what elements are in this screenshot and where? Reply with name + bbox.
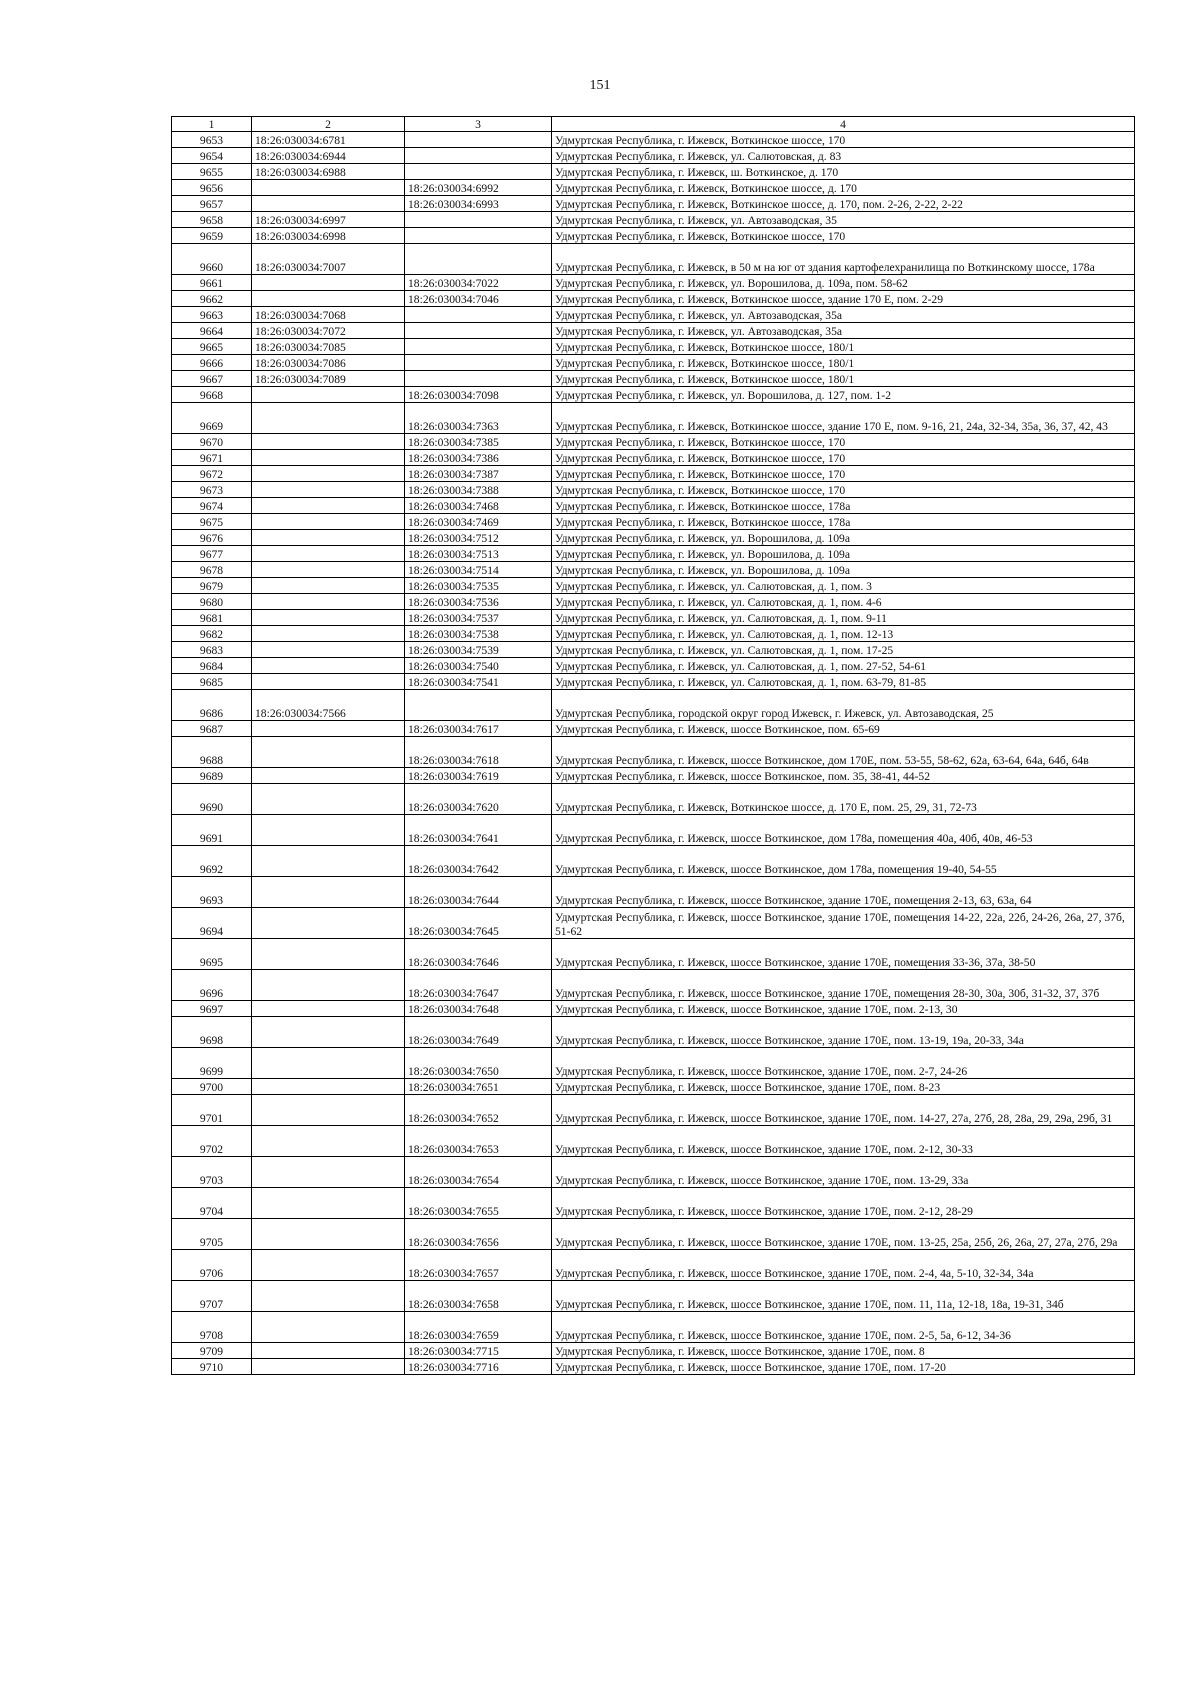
- address: Удмуртская Республика, г. Ижевск, шоссе Воткинское, дом 170Е, пом. 53-55, 58-62, 62а, 63-64, 64а, 64б, 64в: [552, 737, 1135, 768]
- row-number: 9666: [172, 355, 252, 371]
- cadastral-number-col3: 18:26:030034:7541: [405, 674, 552, 690]
- cadastral-number-col2: [252, 578, 405, 594]
- table-row: [172, 355, 1135, 371]
- row-number: 9698: [172, 1017, 252, 1048]
- cadastral-number-col3: [405, 339, 552, 355]
- table-row: [172, 690, 1135, 721]
- cadastral-number-col2: [252, 1095, 405, 1126]
- row-number: 9665: [172, 339, 252, 355]
- table-row: [172, 466, 1135, 482]
- row-number: 9657: [172, 196, 252, 212]
- table-row: [172, 148, 1135, 164]
- address: Удмуртская Республика, г. Ижевск, ул. Ворошилова, д. 109а: [552, 530, 1135, 546]
- cadastral-number-col3: 18:26:030034:7512: [405, 530, 552, 546]
- cadastral-number-col3: 18:26:030034:7046: [405, 291, 552, 307]
- cadastral-number-col3: 18:26:030034:7659: [405, 1312, 552, 1343]
- table-row: [172, 1250, 1135, 1281]
- cadastral-number-col2: [252, 1359, 405, 1375]
- cadastral-number-col2: [252, 877, 405, 908]
- cadastral-number-col2: [252, 1048, 405, 1079]
- cadastral-number-col3: 18:26:030034:7652: [405, 1095, 552, 1126]
- cadastral-number-col2: [252, 737, 405, 768]
- address: Удмуртская Республика, г. Ижевск, ул. Автозаводская, 35а: [552, 323, 1135, 339]
- row-number: 9680: [172, 594, 252, 610]
- row-number: 9689: [172, 768, 252, 784]
- cadastral-number-col2: [252, 784, 405, 815]
- address: Удмуртская Республика, г. Ижевск, ул. Автозаводская, 35а: [552, 307, 1135, 323]
- table-row: [172, 403, 1135, 434]
- address: Удмуртская Республика, г. Ижевск, шоссе Воткинское, пом. 35, 38-41, 44-52: [552, 768, 1135, 784]
- row-number: 9700: [172, 1079, 252, 1095]
- table-row: [172, 228, 1135, 244]
- address: Удмуртская Республика, г. Ижевск, ул. Ворошилова, д. 109а, пом. 58-62: [552, 275, 1135, 291]
- cadastral-number-col3: [405, 148, 552, 164]
- header-col-1: 1: [172, 117, 252, 132]
- cadastral-number-col3: [405, 212, 552, 228]
- cadastral-number-col3: [405, 690, 552, 721]
- row-number: 9707: [172, 1281, 252, 1312]
- cadastral-number-col3: [405, 132, 552, 148]
- cadastral-number-col2: 18:26:030034:7085: [252, 339, 405, 355]
- address: Удмуртская Республика, г. Ижевск, шоссе Воткинское, здание 170Е, пом. 2-7, 24-26: [552, 1048, 1135, 1079]
- cadastral-number-col2: [252, 1281, 405, 1312]
- cadastral-number-col2: [252, 1219, 405, 1250]
- address: Удмуртская Республика, г. Ижевск, шоссе Воткинское, здание 170Е, пом. 17-20: [552, 1359, 1135, 1375]
- row-number: 9704: [172, 1188, 252, 1219]
- cadastral-number-col2: [252, 291, 405, 307]
- address: Удмуртская Республика, г. Ижевск, ул. Салютовская, д. 1, пом. 4-6: [552, 594, 1135, 610]
- table-row: [172, 939, 1135, 970]
- table-row: [172, 387, 1135, 403]
- cadastral-number-col2: [252, 1157, 405, 1188]
- table-row: [172, 323, 1135, 339]
- cadastral-number-col3: 18:26:030034:7535: [405, 578, 552, 594]
- table-row: [172, 546, 1135, 562]
- row-number: 9685: [172, 674, 252, 690]
- table-row: [172, 275, 1135, 291]
- row-number: 9699: [172, 1048, 252, 1079]
- address: Удмуртская Республика, г. Ижевск, шоссе Воткинское, здание 170Е, пом. 13-29, 33а: [552, 1157, 1135, 1188]
- cadastral-number-col2: [252, 1250, 405, 1281]
- address: Удмуртская Республика, г. Ижевск, ул. Салютовская, д. 83: [552, 148, 1135, 164]
- registry-table: [171, 116, 1135, 1375]
- table-row: [172, 970, 1135, 1001]
- cadastral-number-col3: 18:26:030034:7657: [405, 1250, 552, 1281]
- cadastral-number-col2: [252, 768, 405, 784]
- cadastral-number-col3: 18:26:030034:7648: [405, 1001, 552, 1017]
- cadastral-number-col3: 18:26:030034:7363: [405, 403, 552, 434]
- cadastral-number-col3: 18:26:030034:7468: [405, 498, 552, 514]
- table-row: [172, 1343, 1135, 1359]
- row-number: 9686: [172, 690, 252, 721]
- table-row: [172, 877, 1135, 908]
- cadastral-number-col3: 18:26:030034:7715: [405, 1343, 552, 1359]
- address: Удмуртская Республика, г. Ижевск, Воткинское шоссе, д. 170 Е, пом. 25, 29, 31, 72-73: [552, 784, 1135, 815]
- cadastral-number-col3: 18:26:030034:7386: [405, 450, 552, 466]
- table-header-row: [172, 117, 1135, 132]
- address: Удмуртская Республика, г. Ижевск, шоссе Воткинское, дом 178а, помещения 19-40, 54-55: [552, 846, 1135, 877]
- row-number: 9694: [172, 908, 252, 939]
- table-row: [172, 658, 1135, 674]
- cadastral-number-col3: 18:26:030034:7654: [405, 1157, 552, 1188]
- cadastral-number-col3: 18:26:030034:7513: [405, 546, 552, 562]
- cadastral-number-col2: [252, 482, 405, 498]
- cadastral-number-col3: 18:26:030034:7647: [405, 970, 552, 1001]
- row-number: 9705: [172, 1219, 252, 1250]
- table-row: [172, 180, 1135, 196]
- table-row: [172, 768, 1135, 784]
- table-row: [172, 1157, 1135, 1188]
- address: Удмуртская Республика, г. Ижевск, шоссе Воткинское, здание 170Е, пом. 8-23: [552, 1079, 1135, 1095]
- address: Удмуртская Республика, г. Ижевск, шоссе Воткинское, здание 170Е, помещения 2-13, 63, 63а, 64: [552, 877, 1135, 908]
- cadastral-number-col2: [252, 908, 405, 939]
- cadastral-number-col2: 18:26:030034:7566: [252, 690, 405, 721]
- row-number: 9697: [172, 1001, 252, 1017]
- table-row: [172, 530, 1135, 546]
- cadastral-number-col3: 18:26:030034:7649: [405, 1017, 552, 1048]
- address: Удмуртская Республика, г. Ижевск, Воткинское шоссе, 170: [552, 132, 1135, 148]
- cadastral-number-col3: 18:26:030034:6992: [405, 180, 552, 196]
- table-row: [172, 450, 1135, 466]
- row-number: 9703: [172, 1157, 252, 1188]
- table-row: [172, 132, 1135, 148]
- cadastral-number-col3: 18:26:030034:7514: [405, 562, 552, 578]
- table-row: [172, 339, 1135, 355]
- cadastral-number-col2: [252, 546, 405, 562]
- cadastral-number-col2: [252, 1001, 405, 1017]
- row-number: 9661: [172, 275, 252, 291]
- row-number: 9687: [172, 721, 252, 737]
- cadastral-number-col3: 18:26:030034:7539: [405, 642, 552, 658]
- cadastral-number-col2: [252, 674, 405, 690]
- row-number: 9662: [172, 291, 252, 307]
- cadastral-number-col3: 18:26:030034:7655: [405, 1188, 552, 1219]
- cadastral-number-col2: [252, 1017, 405, 1048]
- cadastral-number-col2: [252, 1188, 405, 1219]
- row-number: 9663: [172, 307, 252, 323]
- cadastral-number-col2: [252, 562, 405, 578]
- row-number: 9706: [172, 1250, 252, 1281]
- row-number: 9684: [172, 658, 252, 674]
- row-number: 9671: [172, 450, 252, 466]
- cadastral-number-col2: 18:26:030034:6998: [252, 228, 405, 244]
- page-number: 151: [589, 78, 611, 93]
- table-row: [172, 578, 1135, 594]
- cadastral-number-col2: [252, 610, 405, 626]
- address: Удмуртская Республика, г. Ижевск, шоссе Воткинское, здание 170Е, помещения 33-36, 37а, 38-50: [552, 939, 1135, 970]
- address: Удмуртская Республика, г. Ижевск, шоссе Воткинское, здание 170Е, пом. 8: [552, 1343, 1135, 1359]
- address: Удмуртская Республика, г. Ижевск, шоссе Воткинское, здание 170Е, пом. 2-12, 28-29: [552, 1188, 1135, 1219]
- cadastral-number-col3: 18:26:030034:7641: [405, 815, 552, 846]
- cadastral-number-col2: [252, 970, 405, 1001]
- address: Удмуртская Республика, г. Ижевск, Воткинское шоссе, 170: [552, 434, 1135, 450]
- cadastral-number-col3: 18:26:030034:7651: [405, 1079, 552, 1095]
- cadastral-number-col3: [405, 323, 552, 339]
- cadastral-number-col3: 18:26:030034:7650: [405, 1048, 552, 1079]
- cadastral-number-col3: 18:26:030034:7537: [405, 610, 552, 626]
- address: Удмуртская Республика, г. Ижевск, шоссе Воткинское, здание 170Е, пом. 13-19, 19а, 20-33, 34а: [552, 1017, 1135, 1048]
- cadastral-number-col2: [252, 434, 405, 450]
- row-number: 9673: [172, 482, 252, 498]
- table-row: [172, 562, 1135, 578]
- table-row: [172, 1281, 1135, 1312]
- table-row: [172, 244, 1135, 275]
- cadastral-number-col2: 18:26:030034:6781: [252, 132, 405, 148]
- cadastral-number-col3: 18:26:030034:7619: [405, 768, 552, 784]
- address: Удмуртская Республика, г. Ижевск, Воткинское шоссе, 180/1: [552, 355, 1135, 371]
- cadastral-number-col3: 18:26:030034:7656: [405, 1219, 552, 1250]
- table-row: [172, 737, 1135, 768]
- row-number: 9668: [172, 387, 252, 403]
- table-row: [172, 212, 1135, 228]
- cadastral-number-col3: [405, 371, 552, 387]
- row-number: 9675: [172, 514, 252, 530]
- table-row: [172, 371, 1135, 387]
- cadastral-number-col2: 18:26:030034:7072: [252, 323, 405, 339]
- cadastral-number-col2: [252, 1079, 405, 1095]
- cadastral-number-col2: 18:26:030034:6988: [252, 164, 405, 180]
- cadastral-number-col2: [252, 939, 405, 970]
- address: Удмуртская Республика, г. Ижевск, ул. Ворошилова, д. 109а: [552, 546, 1135, 562]
- address: Удмуртская Республика, г. Ижевск, ш. Воткинское, д. 170: [552, 164, 1135, 180]
- row-number: 9693: [172, 877, 252, 908]
- row-number: 9692: [172, 846, 252, 877]
- table-row: [172, 1079, 1135, 1095]
- cadastral-number-col3: 18:26:030034:7645: [405, 908, 552, 939]
- row-number: 9655: [172, 164, 252, 180]
- row-number: 9695: [172, 939, 252, 970]
- table-row: [172, 482, 1135, 498]
- cadastral-number-col2: 18:26:030034:7068: [252, 307, 405, 323]
- header-col-3: 3: [405, 117, 552, 132]
- table-row: [172, 1219, 1135, 1250]
- address: Удмуртская Республика, г. Ижевск, шоссе Воткинское, здание 170Е, помещения 28-30, 30а, 30б, 31-32, 37, 37б: [552, 970, 1135, 1001]
- table-row: [172, 164, 1135, 180]
- address: Удмуртская Республика, г. Ижевск, в 50 м на юг от здания картофелехранилища по Воткинскому шоссе, 178а: [552, 244, 1135, 275]
- row-number: 9664: [172, 323, 252, 339]
- cadastral-number-col2: 18:26:030034:7007: [252, 244, 405, 275]
- address: Удмуртская Республика, г. Ижевск, ул. Автозаводская, 35: [552, 212, 1135, 228]
- address: Удмуртская Республика, г. Ижевск, Воткинское шоссе, 170: [552, 466, 1135, 482]
- table-row: [172, 514, 1135, 530]
- table-row: [172, 307, 1135, 323]
- address: Удмуртская Республика, г. Ижевск, ул. Салютовская, д. 1, пом. 9-11: [552, 610, 1135, 626]
- cadastral-number-col2: [252, 815, 405, 846]
- cadastral-number-col3: 18:26:030034:7618: [405, 737, 552, 768]
- cadastral-number-col2: 18:26:030034:6997: [252, 212, 405, 228]
- table-row: [172, 908, 1135, 939]
- address: Удмуртская Республика, г. Ижевск, ул. Салютовская, д. 1, пом. 63-79, 81-85: [552, 674, 1135, 690]
- cadastral-number-col2: [252, 721, 405, 737]
- table-row: [172, 1001, 1135, 1017]
- address: Удмуртская Республика, г. Ижевск, шоссе Воткинское, здание 170Е, пом. 2-5, 5а, 6-12, 34-36: [552, 1312, 1135, 1343]
- header-col-2: 2: [252, 117, 405, 132]
- row-number: 9670: [172, 434, 252, 450]
- cadastral-number-col2: [252, 466, 405, 482]
- row-number: 9672: [172, 466, 252, 482]
- address: Удмуртская Республика, г. Ижевск, Воткинское шоссе, 180/1: [552, 339, 1135, 355]
- cadastral-number-col3: 18:26:030034:7617: [405, 721, 552, 737]
- cadastral-number-col3: 18:26:030034:7387: [405, 466, 552, 482]
- cadastral-number-col2: [252, 180, 405, 196]
- address: Удмуртская Республика, г. Ижевск, Воткинское шоссе, 178а: [552, 514, 1135, 530]
- address: Удмуртская Республика, г. Ижевск, Воткинское шоссе, д. 170: [552, 180, 1135, 196]
- address: Удмуртская Республика, г. Ижевск, Воткинское шоссе, здание 170 Е, пом. 2-29: [552, 291, 1135, 307]
- cadastral-number-col2: [252, 1126, 405, 1157]
- address: Удмуртская Республика, г. Ижевск, ул. Ворошилова, д. 109а: [552, 562, 1135, 578]
- address: Удмуртская Республика, г. Ижевск, шоссе Воткинское, здание 170Е, пом. 2-13, 30: [552, 1001, 1135, 1017]
- table-row: [172, 594, 1135, 610]
- cadastral-number-col2: [252, 196, 405, 212]
- cadastral-number-col2: [252, 642, 405, 658]
- row-number: 9677: [172, 546, 252, 562]
- cadastral-number-col3: 18:26:030034:7620: [405, 784, 552, 815]
- row-number: 9688: [172, 737, 252, 768]
- address: Удмуртская Республика, г. Ижевск, Воткинское шоссе, д. 170, пом. 2-26, 2-22, 2-22: [552, 196, 1135, 212]
- address: Удмуртская Республика, г. Ижевск, ул. Салютовская, д. 1, пом. 27-52, 54-61: [552, 658, 1135, 674]
- row-number: 9696: [172, 970, 252, 1001]
- address: Удмуртская Республика, г. Ижевск, Воткинское шоссе, 170: [552, 228, 1135, 244]
- cadastral-number-col2: [252, 498, 405, 514]
- address: Удмуртская Республика, г. Ижевск, шоссе Воткинское, здание 170Е, пом. 13-25, 25а, 25б, 26, 26а, 27, 27а, 27б, 29а: [552, 1219, 1135, 1250]
- cadastral-number-col3: 18:26:030034:7646: [405, 939, 552, 970]
- cadastral-number-col3: 18:26:030034:7538: [405, 626, 552, 642]
- cadastral-number-col3: 18:26:030034:7536: [405, 594, 552, 610]
- address: Удмуртская Республика, городской округ город Ижевск, г. Ижевск, ул. Автозаводская, 25: [552, 690, 1135, 721]
- table-row: [172, 498, 1135, 514]
- cadastral-number-col2: [252, 594, 405, 610]
- cadastral-number-col2: [252, 403, 405, 434]
- cadastral-number-col2: 18:26:030034:7089: [252, 371, 405, 387]
- table-row: [172, 626, 1135, 642]
- address: Удмуртская Республика, г. Ижевск, шоссе Воткинское, здание 170Е, пом. 14-27, 27а, 27б, 28, 28а, 29, 29а, 29б, 31: [552, 1095, 1135, 1126]
- row-number: 9654: [172, 148, 252, 164]
- row-number: 9681: [172, 610, 252, 626]
- cadastral-number-col2: [252, 626, 405, 642]
- row-number: 9708: [172, 1312, 252, 1343]
- table-row: [172, 1017, 1135, 1048]
- cadastral-number-col3: [405, 228, 552, 244]
- address: Удмуртская Республика, г. Ижевск, Воткинское шоссе, здание 170 Е, пом. 9-16, 21, 24а, 32-34, 35а, 36, 37, 42, 43: [552, 403, 1135, 434]
- cadastral-number-col3: [405, 355, 552, 371]
- address: Удмуртская Республика, г. Ижевск, шоссе Воткинское, дом 178а, помещения 40а, 40б, 40в, 46-53: [552, 815, 1135, 846]
- row-number: 9679: [172, 578, 252, 594]
- table-row: [172, 1095, 1135, 1126]
- cadastral-number-col3: 18:26:030034:7022: [405, 275, 552, 291]
- address: Удмуртская Республика, г. Ижевск, ул. Ворошилова, д. 127, пом. 1-2: [552, 387, 1135, 403]
- address: Удмуртская Республика, г. Ижевск, шоссе Воткинское, пом. 65-69: [552, 721, 1135, 737]
- row-number: 9709: [172, 1343, 252, 1359]
- address: Удмуртская Республика, г. Ижевск, ул. Салютовская, д. 1, пом. 17-25: [552, 642, 1135, 658]
- row-number: 9678: [172, 562, 252, 578]
- row-number: 9682: [172, 626, 252, 642]
- row-number: 9702: [172, 1126, 252, 1157]
- cadastral-number-col3: [405, 164, 552, 180]
- row-number: 9691: [172, 815, 252, 846]
- cadastral-number-col2: [252, 450, 405, 466]
- table-row: [172, 196, 1135, 212]
- cadastral-number-col2: [252, 846, 405, 877]
- row-number: 9667: [172, 371, 252, 387]
- row-number: 9676: [172, 530, 252, 546]
- row-number: 9690: [172, 784, 252, 815]
- table-row: [172, 1126, 1135, 1157]
- cadastral-number-col2: [252, 387, 405, 403]
- cadastral-number-col3: 18:26:030034:7469: [405, 514, 552, 530]
- cadastral-number-col3: [405, 244, 552, 275]
- address: Удмуртская Республика, г. Ижевск, ул. Салютовская, д. 1, пом. 12-13: [552, 626, 1135, 642]
- table-row: [172, 1312, 1135, 1343]
- row-number: 9653: [172, 132, 252, 148]
- address: Удмуртская Республика, г. Ижевск, Воткинское шоссе, 180/1: [552, 371, 1135, 387]
- cadastral-number-col3: 18:26:030034:7658: [405, 1281, 552, 1312]
- address: Удмуртская Республика, г. Ижевск, шоссе Воткинское, здание 170Е, помещения 14-22, 22а, 22б, 24-26, 26а, 27, 37б, 51-62: [552, 908, 1135, 939]
- row-number: 9674: [172, 498, 252, 514]
- address: Удмуртская Республика, г. Ижевск, шоссе Воткинское, здание 170Е, пом. 11, 11а, 12-18, 18а, 19-31, 34б: [552, 1281, 1135, 1312]
- address: Удмуртская Республика, г. Ижевск, шоссе Воткинское, здание 170Е, пом. 2-12, 30-33: [552, 1126, 1135, 1157]
- cadastral-number-col2: [252, 1312, 405, 1343]
- address: Удмуртская Республика, г. Ижевск, шоссе Воткинское, здание 170Е, пом. 2-4, 4а, 5-10, 32-34, 34а: [552, 1250, 1135, 1281]
- address: Удмуртская Республика, г. Ижевск, Воткинское шоссе, 170: [552, 482, 1135, 498]
- cadastral-number-col2: [252, 514, 405, 530]
- row-number: 9701: [172, 1095, 252, 1126]
- cadastral-number-col3: 18:26:030034:7385: [405, 434, 552, 450]
- row-number: 9683: [172, 642, 252, 658]
- row-number: 9710: [172, 1359, 252, 1375]
- cadastral-number-col3: 18:26:030034:6993: [405, 196, 552, 212]
- table-row: [172, 721, 1135, 737]
- table-row: [172, 610, 1135, 626]
- table-row: [172, 642, 1135, 658]
- row-number: 9660: [172, 244, 252, 275]
- header-col-4: 4: [552, 117, 1135, 132]
- row-number: 9656: [172, 180, 252, 196]
- table-row: [172, 846, 1135, 877]
- cadastral-number-col3: 18:26:030034:7653: [405, 1126, 552, 1157]
- cadastral-number-col3: 18:26:030034:7644: [405, 877, 552, 908]
- cadastral-number-col3: [405, 307, 552, 323]
- table-row: [172, 674, 1135, 690]
- row-number: 9659: [172, 228, 252, 244]
- cadastral-number-col2: [252, 530, 405, 546]
- cadastral-number-col3: 18:26:030034:7716: [405, 1359, 552, 1375]
- table-row: [172, 784, 1135, 815]
- row-number: 9669: [172, 403, 252, 434]
- table-row: [172, 291, 1135, 307]
- cadastral-number-col2: 18:26:030034:6944: [252, 148, 405, 164]
- cadastral-number-col2: [252, 1343, 405, 1359]
- table-row: [172, 1188, 1135, 1219]
- address: Удмуртская Республика, г. Ижевск, Воткинское шоссе, 170: [552, 450, 1135, 466]
- cadastral-number-col2: [252, 275, 405, 291]
- cadastral-number-col3: 18:26:030034:7540: [405, 658, 552, 674]
- cadastral-number-col3: 18:26:030034:7098: [405, 387, 552, 403]
- address: Удмуртская Республика, г. Ижевск, Воткинское шоссе, 178а: [552, 498, 1135, 514]
- table-row: [172, 1048, 1135, 1079]
- cadastral-number-col3: 18:26:030034:7642: [405, 846, 552, 877]
- table-row: [172, 1359, 1135, 1375]
- cadastral-number-col2: [252, 658, 405, 674]
- table-row: [172, 815, 1135, 846]
- row-number: 9658: [172, 212, 252, 228]
- address: Удмуртская Республика, г. Ижевск, ул. Салютовская, д. 1, пом. 3: [552, 578, 1135, 594]
- cadastral-number-col2: 18:26:030034:7086: [252, 355, 405, 371]
- table-row: [172, 434, 1135, 450]
- cadastral-number-col3: 18:26:030034:7388: [405, 482, 552, 498]
